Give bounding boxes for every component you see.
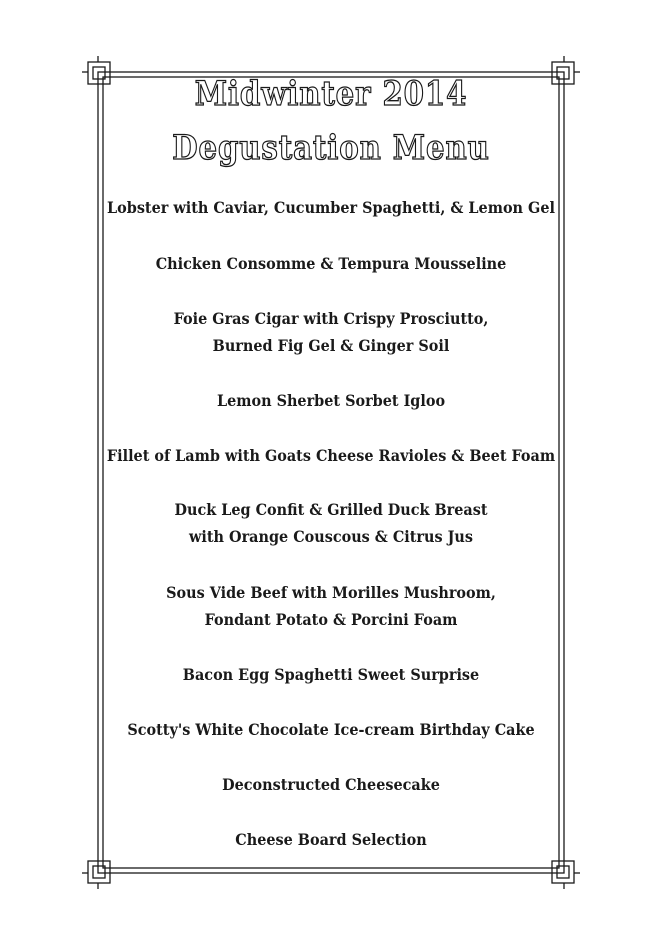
course-item <box>87 305 575 359</box>
course-item <box>87 442 575 469</box>
course-item <box>87 496 575 550</box>
course-item <box>87 250 575 277</box>
course-line: Duck Leg Confit & Grilled Duck Breast <box>174 500 488 519</box>
course-item <box>87 826 575 853</box>
menu-subtitle: Degustation Menu <box>172 128 490 168</box>
course-item <box>87 771 575 798</box>
course-line: Burned Fig Gel & Ginger Soil <box>212 336 450 355</box>
course-item <box>87 716 575 743</box>
course-line: Deconstructed Cheesecake <box>222 775 440 794</box>
course-line: Lemon Sherbet Sorbet Igloo <box>216 391 446 410</box>
course-line: Bacon Egg Spaghetti Sweet Surprise <box>182 665 480 684</box>
course-line: Cheese Board Selection <box>235 830 427 849</box>
menu-title: Midwinter 2014 <box>194 74 468 114</box>
course-item <box>87 661 575 688</box>
course-line: Scotty's White Chocolate Ice-cream Birthday Cake <box>127 720 535 739</box>
course-line: Fillet of Lamb with Goats Cheese Ravioles & Beet Foam <box>106 446 556 465</box>
course-item <box>87 387 575 414</box>
corner-ornament-bottom-right <box>552 861 574 883</box>
course-line: Sous Vide Beef with Morilles Mushroom, <box>166 583 496 602</box>
course-line: Foie Gras Cigar with Crispy Prosciutto, <box>173 309 489 328</box>
course-item <box>87 579 575 633</box>
corner-ornament-bottom-left <box>88 861 110 883</box>
course-item <box>87 194 575 221</box>
course-line: Fondant Potato & Porcini Foam <box>204 610 458 629</box>
course-line: Chicken Consomme & Tempura Mousseline <box>155 254 507 273</box>
course-line: Lobster with Caviar, Cucumber Spaghetti, & Lemon Gel <box>107 198 555 217</box>
course-line: with Orange Couscous & Citrus Jus <box>189 527 473 546</box>
